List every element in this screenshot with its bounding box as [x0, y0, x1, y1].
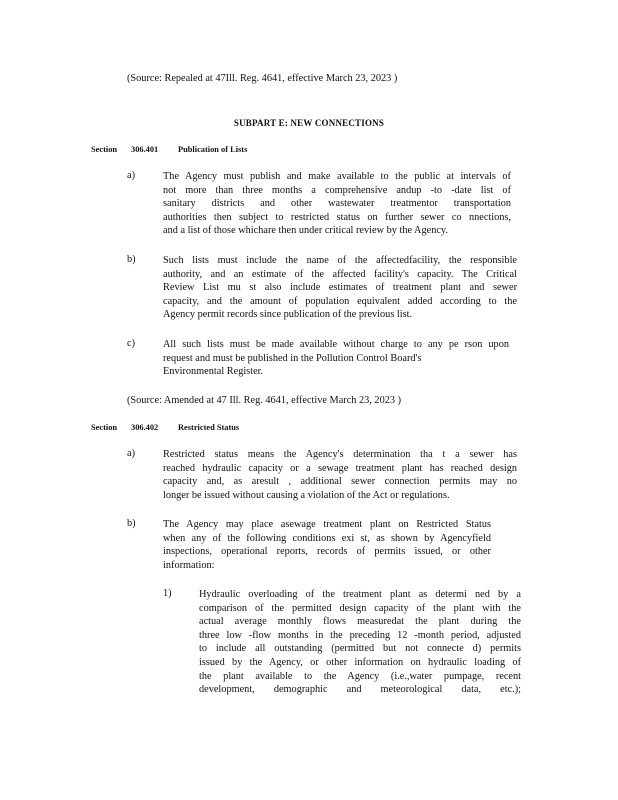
text-line: longer be issued without causing a violation of the Act or regulations.: [163, 489, 450, 501]
text-line: capacity, and the amount of population equivalent added according to the: [163, 295, 517, 307]
source-note-amended: (Source: Amended at 47 Ill. Reg. 4641, effective March 23, 2023 ): [127, 395, 402, 406]
text-line: issued by the Agency, or other information on hydraulic loading of: [199, 656, 521, 668]
text-line: comparison of the permitted design capacity of the plant with the: [199, 602, 521, 614]
paragraph-b: [163, 254, 517, 322]
paragraph-b-1: [199, 588, 521, 697]
section-label: Section: [91, 423, 118, 432]
source-note-repealed: (Source: Repealed at 47Ill. Reg. 4641, effective March 23, 2023 ): [127, 73, 398, 84]
text-line: Hydraulic overloading of the treatment plant as determi ned by a: [199, 589, 521, 600]
section-title: Restricted Status: [178, 423, 240, 432]
section-number: 306.401: [131, 145, 159, 154]
text-line: All such lists must be made available without charge to any pe rson upon: [163, 339, 509, 350]
text-line: Restricted status means the Agency's determination tha t a sewer has: [163, 449, 517, 460]
text-line: capacity and, as aresult , additional sewer connection permits may no: [163, 476, 517, 488]
text-line: Review List mu st also include estimates of treatment plant and sewer: [163, 282, 517, 294]
text-line: The Agency must publish and make available to the public at intervals of: [163, 171, 511, 182]
item-marker: b): [127, 254, 136, 265]
subitem-marker: 1): [163, 588, 172, 599]
text-line: and a list of those whichare then under critical review by the Agency.: [163, 225, 448, 237]
text-line: actual average monthly flows measuredat the plant during the: [199, 616, 521, 628]
text-line: Such lists must include the name of the affectedfacility, the responsible: [163, 255, 517, 266]
item-marker: a): [127, 170, 135, 181]
text-line: not more than three months a comprehensive andup -to -date list of: [163, 184, 511, 196]
text-line: Environmental Register.: [163, 366, 264, 378]
text-line: sanitary districts and other wastewater treatmentor transportation: [163, 198, 511, 210]
section-title: Publication of Lists: [178, 145, 248, 154]
text-line: request and must be published in the Pollution Control Board's: [163, 352, 422, 364]
paragraph-b: [163, 518, 491, 572]
section-label: Section: [91, 145, 118, 154]
text-line: reached hydraulic capacity or a sewage treatment plant has reached design: [163, 462, 517, 474]
text-line: authority, and an estimate of the affected facility's capacity. The Critical: [163, 268, 517, 280]
section-number: 306.402: [131, 423, 159, 432]
text-line: to include all outstanding (permitted but not connecte d) permits: [199, 643, 521, 655]
item-marker: c): [127, 338, 135, 349]
paragraph-a: [163, 448, 517, 502]
text-line: authorities then subject to restricted status on further sewer co nnections,: [163, 211, 511, 223]
text-line: inspections, operational reports, records of permits issued, or other: [163, 546, 491, 558]
text-line: development, demographic and meteorological data, etc.);: [199, 684, 521, 696]
item-marker: b): [127, 518, 136, 529]
text-line: the plant available to the Agency (i.e.,water pumpage, recent: [199, 670, 521, 682]
text-line: Agency permit records since publication of the previous list.: [163, 309, 413, 321]
text-line: The Agency may place asewage treatment plant on Restricted Status: [163, 519, 491, 530]
text-line: information:: [163, 559, 215, 571]
text-line: three low -flow months in the preceding 12 -month period, adjusted: [199, 629, 521, 641]
text-line: when any of the following conditions exi st, as shown by Agencyfield: [163, 532, 491, 544]
paragraph-a: [163, 170, 511, 238]
subpart-heading: SUBPART E: NEW CONNECTIONS: [233, 118, 385, 128]
paragraph-c: [163, 338, 509, 379]
item-marker: a): [127, 448, 135, 459]
